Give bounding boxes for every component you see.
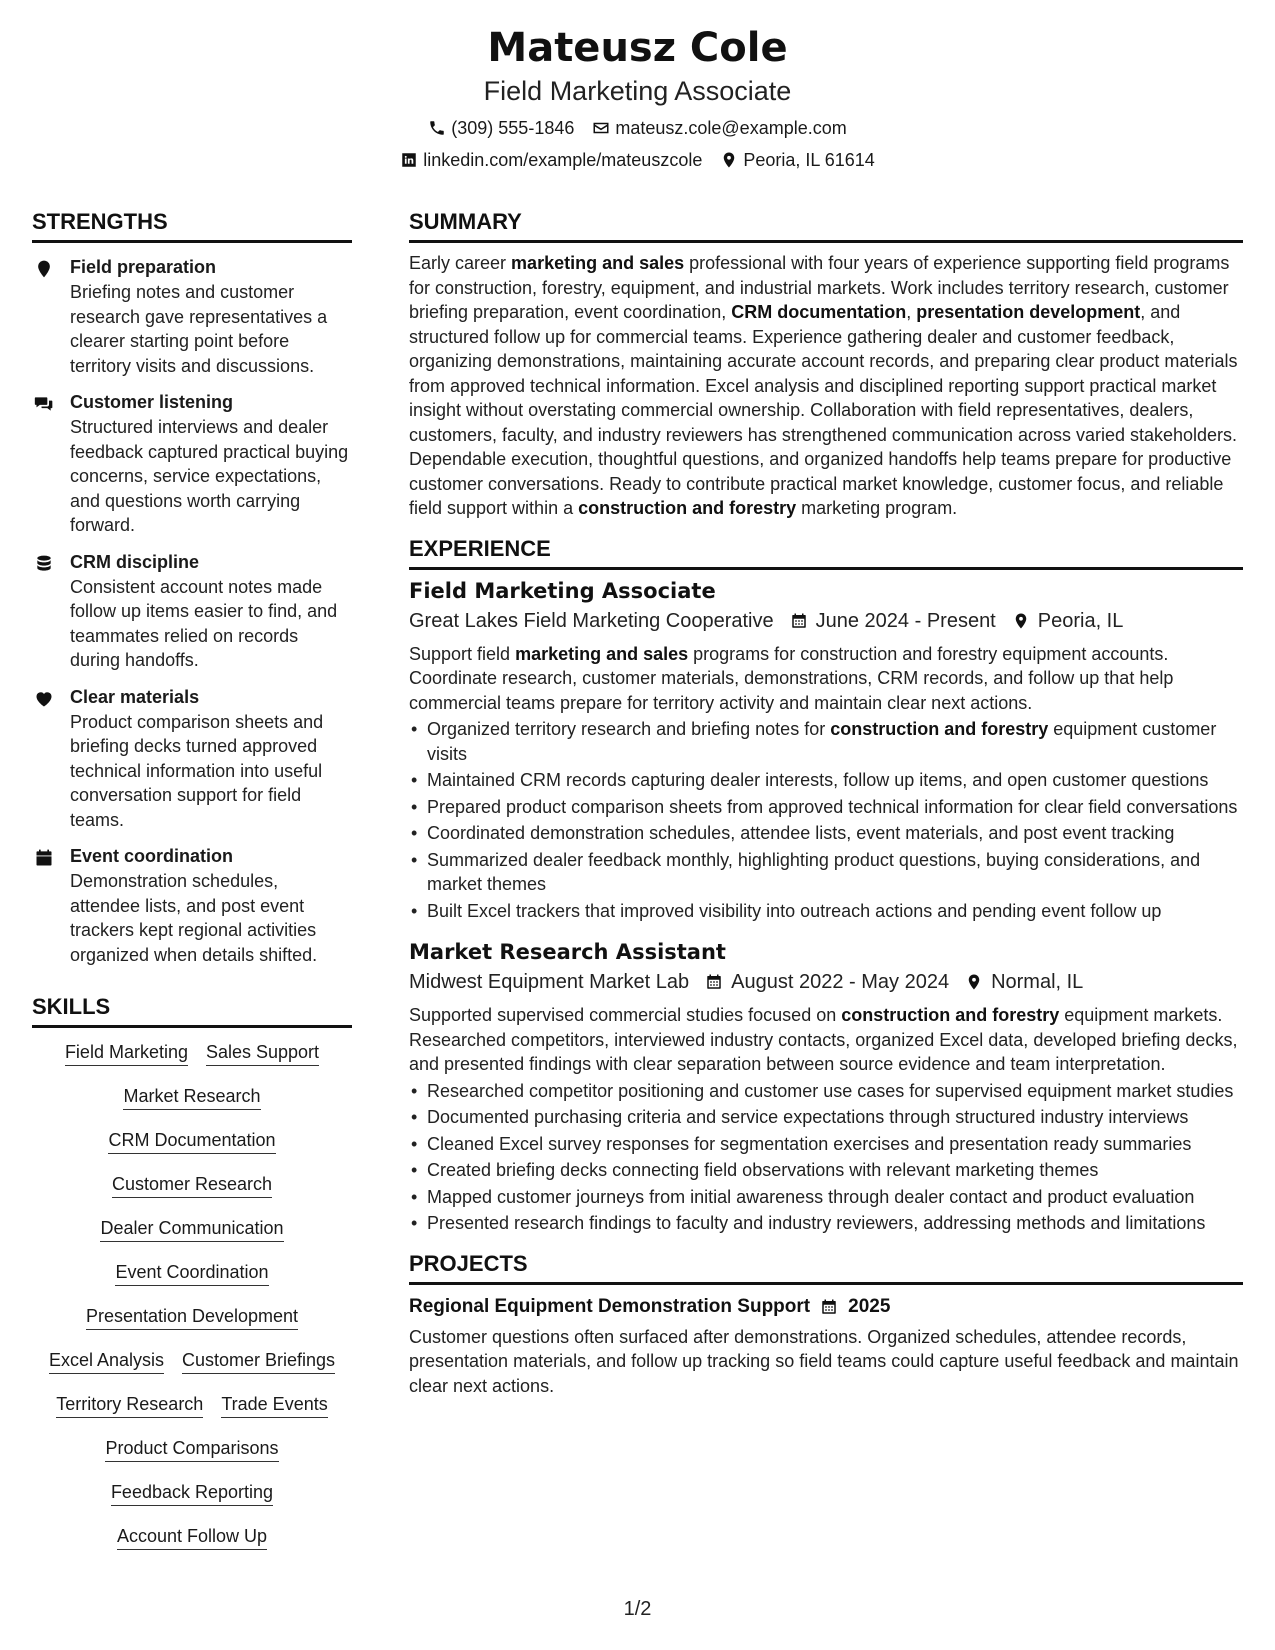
job-company: Great Lakes Field Marketing Cooperative xyxy=(409,609,774,632)
map-pin-icon xyxy=(1012,612,1030,630)
job-bullets xyxy=(409,717,1243,923)
job-entry xyxy=(409,937,1243,1236)
skill-row xyxy=(32,1436,352,1462)
contact-row-1 xyxy=(0,116,1275,140)
bullet-item xyxy=(409,1132,1243,1157)
skill-row xyxy=(32,1304,352,1330)
calendar-icon xyxy=(790,612,808,630)
skill-tag: Event Coordination xyxy=(115,1260,268,1286)
strength-title: Field preparation xyxy=(70,257,217,277)
projects-section xyxy=(409,1250,1243,1399)
strengths-list xyxy=(32,255,352,967)
text-run: Support field xyxy=(409,643,516,664)
strengths-heading: STRENGTHS xyxy=(32,208,352,243)
email-text: mateusz.cole@example.com xyxy=(615,118,847,138)
map-pin-icon xyxy=(965,973,983,991)
job-dates-text: August 2022 - May 2024 xyxy=(731,971,950,993)
text-run: programs for construction and forestry equipment accounts. Coordinate research, customer materials, demonstrations, CRM records, and follow up that help commercial teams prepare for territory activity and maintain clear next actions. xyxy=(409,643,1174,713)
project-year: 2025 xyxy=(848,1295,891,1317)
text-run: professional with four years of experience supporting field programs for construction, forestry, equipment, and industrial markets. Work includes territory research, customer briefing preparation, event coordination, xyxy=(409,253,1230,322)
text-run: Researched competitor positioning and customer use cases for supervised equipment market studies xyxy=(427,1080,1234,1101)
contact-row-2 xyxy=(0,148,1275,172)
strength-desc: Consistent account notes made follow up items easier to find, and teammates relied on records during handoffs. xyxy=(70,576,338,670)
jobs-list xyxy=(409,576,1243,1236)
skills-list xyxy=(32,1040,352,1550)
bullet-item xyxy=(409,1185,1243,1210)
candidate-name: Mateusz Cole xyxy=(487,25,788,71)
page-number: 1/2 xyxy=(623,1598,652,1620)
bullet-item xyxy=(409,1105,1243,1130)
calendar-icon xyxy=(705,973,723,991)
bullet-item xyxy=(409,821,1243,846)
strength-body xyxy=(70,550,352,673)
job-location xyxy=(965,967,1083,997)
pin-icon xyxy=(32,255,70,378)
strength-item xyxy=(32,550,352,673)
database-icon xyxy=(32,550,70,673)
skills-section xyxy=(32,993,352,1550)
strength-body xyxy=(70,685,352,833)
strength-title: Event coordination xyxy=(70,846,234,866)
strength-title: Customer listening xyxy=(70,392,234,412)
text-run: , xyxy=(906,302,917,322)
job-description xyxy=(409,1003,1243,1077)
job-dates xyxy=(705,967,949,997)
experience-heading: EXPERIENCE xyxy=(409,535,1243,570)
job-location-text: Normal, IL xyxy=(991,971,1084,993)
text-run: equipment markets. Researched competitors, interviewed industry contacts, organized Excel data, developed briefing decks, and presented findings with clear separation between source evidence and team interpretation. xyxy=(409,1005,1238,1074)
location-text: Peoria, IL 61614 xyxy=(743,150,875,170)
job-meta xyxy=(409,967,1243,997)
bold-text: marketing and sales xyxy=(511,253,685,273)
job-company: Midwest Equipment Market Lab xyxy=(409,971,690,993)
bullet-item xyxy=(409,1158,1243,1183)
linkedin-text: linkedin.com/example/mateuszcole xyxy=(423,150,703,170)
project-header xyxy=(409,1293,1243,1321)
text-run: Organized territory research and briefing notes for xyxy=(427,719,831,739)
text-run: equipment customer visits xyxy=(427,719,1217,764)
map-pin-icon xyxy=(720,151,738,169)
project-description: Customer questions often surfaced after demonstrations. Organized schedules, attendee records, presentation materials, and follow up tracking so field teams could capture useful feedback and maintain clear next actions. xyxy=(409,1326,1239,1396)
strength-desc: Structured interviews and dealer feedback captured practical buying concerns, service expectations, and questions worth carrying forward. xyxy=(70,417,349,535)
candidate-title: Field Marketing Associate xyxy=(483,76,792,106)
bullet-item xyxy=(409,795,1243,820)
phone-contact[interactable] xyxy=(428,116,574,140)
bold-text: CRM documentation xyxy=(731,302,907,322)
bold-text: marketing and sales xyxy=(515,643,689,664)
skill-row xyxy=(32,1348,352,1374)
skill-tag: Trade Events xyxy=(221,1392,327,1418)
text-run: Maintained CRM records capturing dealer interests, follow up items, and open customer questions xyxy=(427,770,1209,790)
text-run: , and structured follow up for commercial teams. Experience gathering dealer and customer feedback, organizing demonstrations, maintaining accurate account records, and preparing clear product materials from approved technical information. Excel analysis and disciplined reporting support practical market insight without overstating commercial ownership. Collaboration with field representatives, dealers, customers, faculty, and industry reviewers has strengthened communication across varied stakeholders. Dependable execution, thoughtful questions, and organized handoffs help teams prepare for productive customer conversations. Ready to contribute practical market knowledge, customer focus, and reliable field support within a xyxy=(409,302,1238,518)
text-run: Created briefing decks connecting field observations with relevant marketing themes xyxy=(427,1160,1099,1180)
bullet-item xyxy=(409,768,1243,793)
bold-text: construction and forestry xyxy=(841,1005,1060,1025)
calendar-icon xyxy=(820,1298,838,1316)
heart-icon xyxy=(32,685,70,833)
bullet-item xyxy=(409,899,1243,924)
project-entry xyxy=(409,1293,1243,1399)
skill-row xyxy=(32,1084,352,1110)
job-meta xyxy=(409,606,1243,636)
job-dates-text: June 2024 - Present xyxy=(815,609,996,632)
strength-desc: Briefing notes and customer research gave representatives a clearer starting point before territory visits and discussions. xyxy=(70,282,328,376)
project-title: Regional Equipment Demonstration Support xyxy=(409,1295,811,1317)
strength-desc: Product comparison sheets and briefing decks turned approved technical information into useful conversation support for field teams. xyxy=(70,711,324,830)
skill-tag: Feedback Reporting xyxy=(111,1480,273,1506)
email-contact[interactable] xyxy=(592,116,846,140)
text-run: Early career xyxy=(409,253,512,273)
job-description xyxy=(409,642,1243,716)
strength-item xyxy=(32,844,352,967)
strength-item xyxy=(32,390,352,538)
bold-text: construction and forestry xyxy=(830,719,1049,739)
resume-header xyxy=(0,22,1275,172)
strength-body xyxy=(70,844,352,967)
summary-heading: SUMMARY xyxy=(409,208,1243,243)
skill-tag: Market Research xyxy=(123,1084,260,1110)
skill-tag: Excel Analysis xyxy=(49,1348,164,1374)
linkedin-contact[interactable] xyxy=(400,148,702,172)
skill-tag: Dealer Communication xyxy=(100,1216,283,1242)
skill-row xyxy=(32,1128,352,1154)
summary-text xyxy=(409,251,1243,521)
projects-list xyxy=(409,1293,1243,1399)
strength-title: CRM discipline xyxy=(70,551,200,572)
text-run: Prepared product comparison sheets from approved technical information for clear field conversations xyxy=(427,796,1238,817)
bullet-item xyxy=(409,1079,1243,1104)
phone-icon xyxy=(428,119,446,137)
skill-row xyxy=(32,1172,352,1198)
text-run: Cleaned Excel survey responses for segmentation exercises and presentation ready summaries xyxy=(427,1133,1192,1154)
bullet-item xyxy=(409,848,1243,897)
strength-title: Clear materials xyxy=(70,686,200,707)
text-run: marketing program. xyxy=(796,498,958,518)
job-entry xyxy=(409,576,1243,924)
strength-body xyxy=(70,390,352,538)
skill-tag: Customer Briefings xyxy=(182,1348,335,1374)
text-run: Supported supervised commercial studies focused on xyxy=(409,1005,842,1025)
comments-icon xyxy=(32,390,70,538)
text-run: Presented research findings to faculty and industry reviewers, addressing methods and limitations xyxy=(427,1213,1206,1233)
text-run: Built Excel trackers that improved visibility into outreach actions and pending event follow up xyxy=(427,900,1162,921)
bold-text: presentation development xyxy=(916,302,1141,322)
strength-desc: Demonstration schedules, attendee lists, and post event trackers kept regional activities organized when details shifted. xyxy=(70,871,318,965)
location-contact xyxy=(720,148,874,172)
projects-heading: PROJECTS xyxy=(409,1250,1243,1285)
bullet-item xyxy=(409,1211,1243,1236)
skill-tag: Sales Support xyxy=(206,1040,319,1066)
skill-tag: CRM Documentation xyxy=(108,1128,275,1154)
bullet-item xyxy=(409,717,1243,766)
skill-tag: Product Comparisons xyxy=(105,1436,278,1462)
skill-tag: Territory Research xyxy=(56,1392,203,1418)
skill-row xyxy=(32,1260,352,1286)
job-bullets xyxy=(409,1079,1243,1236)
job-location xyxy=(1012,606,1124,636)
phone-text: (309) 555-1846 xyxy=(451,118,575,138)
skill-tag: Presentation Development xyxy=(86,1304,298,1330)
skill-row xyxy=(32,1392,352,1418)
strength-body xyxy=(70,255,352,378)
calendar-icon xyxy=(32,844,70,967)
skill-row xyxy=(32,1480,352,1506)
right-column xyxy=(409,208,1243,1398)
skill-tag: Field Marketing xyxy=(65,1040,188,1066)
left-column xyxy=(32,208,352,1550)
text-run: Summarized dealer feedback monthly, highlighting product questions, buying considerations, and market themes xyxy=(427,849,1201,894)
skills-heading: SKILLS xyxy=(32,993,352,1028)
strength-item xyxy=(32,685,352,833)
skill-row xyxy=(32,1524,352,1550)
skill-tag: Customer Research xyxy=(112,1172,272,1198)
linkedin-icon xyxy=(400,151,418,169)
job-title: Market Research Assistant xyxy=(409,940,726,964)
skill-row xyxy=(32,1040,352,1066)
job-location-text: Peoria, IL xyxy=(1037,609,1124,632)
strength-item xyxy=(32,255,352,378)
text-run: Coordinated demonstration schedules, attendee lists, event materials, and post event tracking xyxy=(427,823,1175,843)
envelope-icon xyxy=(592,119,610,137)
skill-tag: Account Follow Up xyxy=(117,1524,267,1550)
job-dates xyxy=(790,606,996,636)
bold-text: construction and forestry xyxy=(578,498,797,518)
skill-row xyxy=(32,1216,352,1242)
job-title: Field Marketing Associate xyxy=(409,578,716,603)
text-run: Mapped customer journeys from initial awareness through dealer contact and product evaluation xyxy=(427,1186,1195,1207)
experience-section xyxy=(409,535,1243,1236)
text-run: Documented purchasing criteria and service expectations through structured industry interviews xyxy=(427,1107,1189,1127)
